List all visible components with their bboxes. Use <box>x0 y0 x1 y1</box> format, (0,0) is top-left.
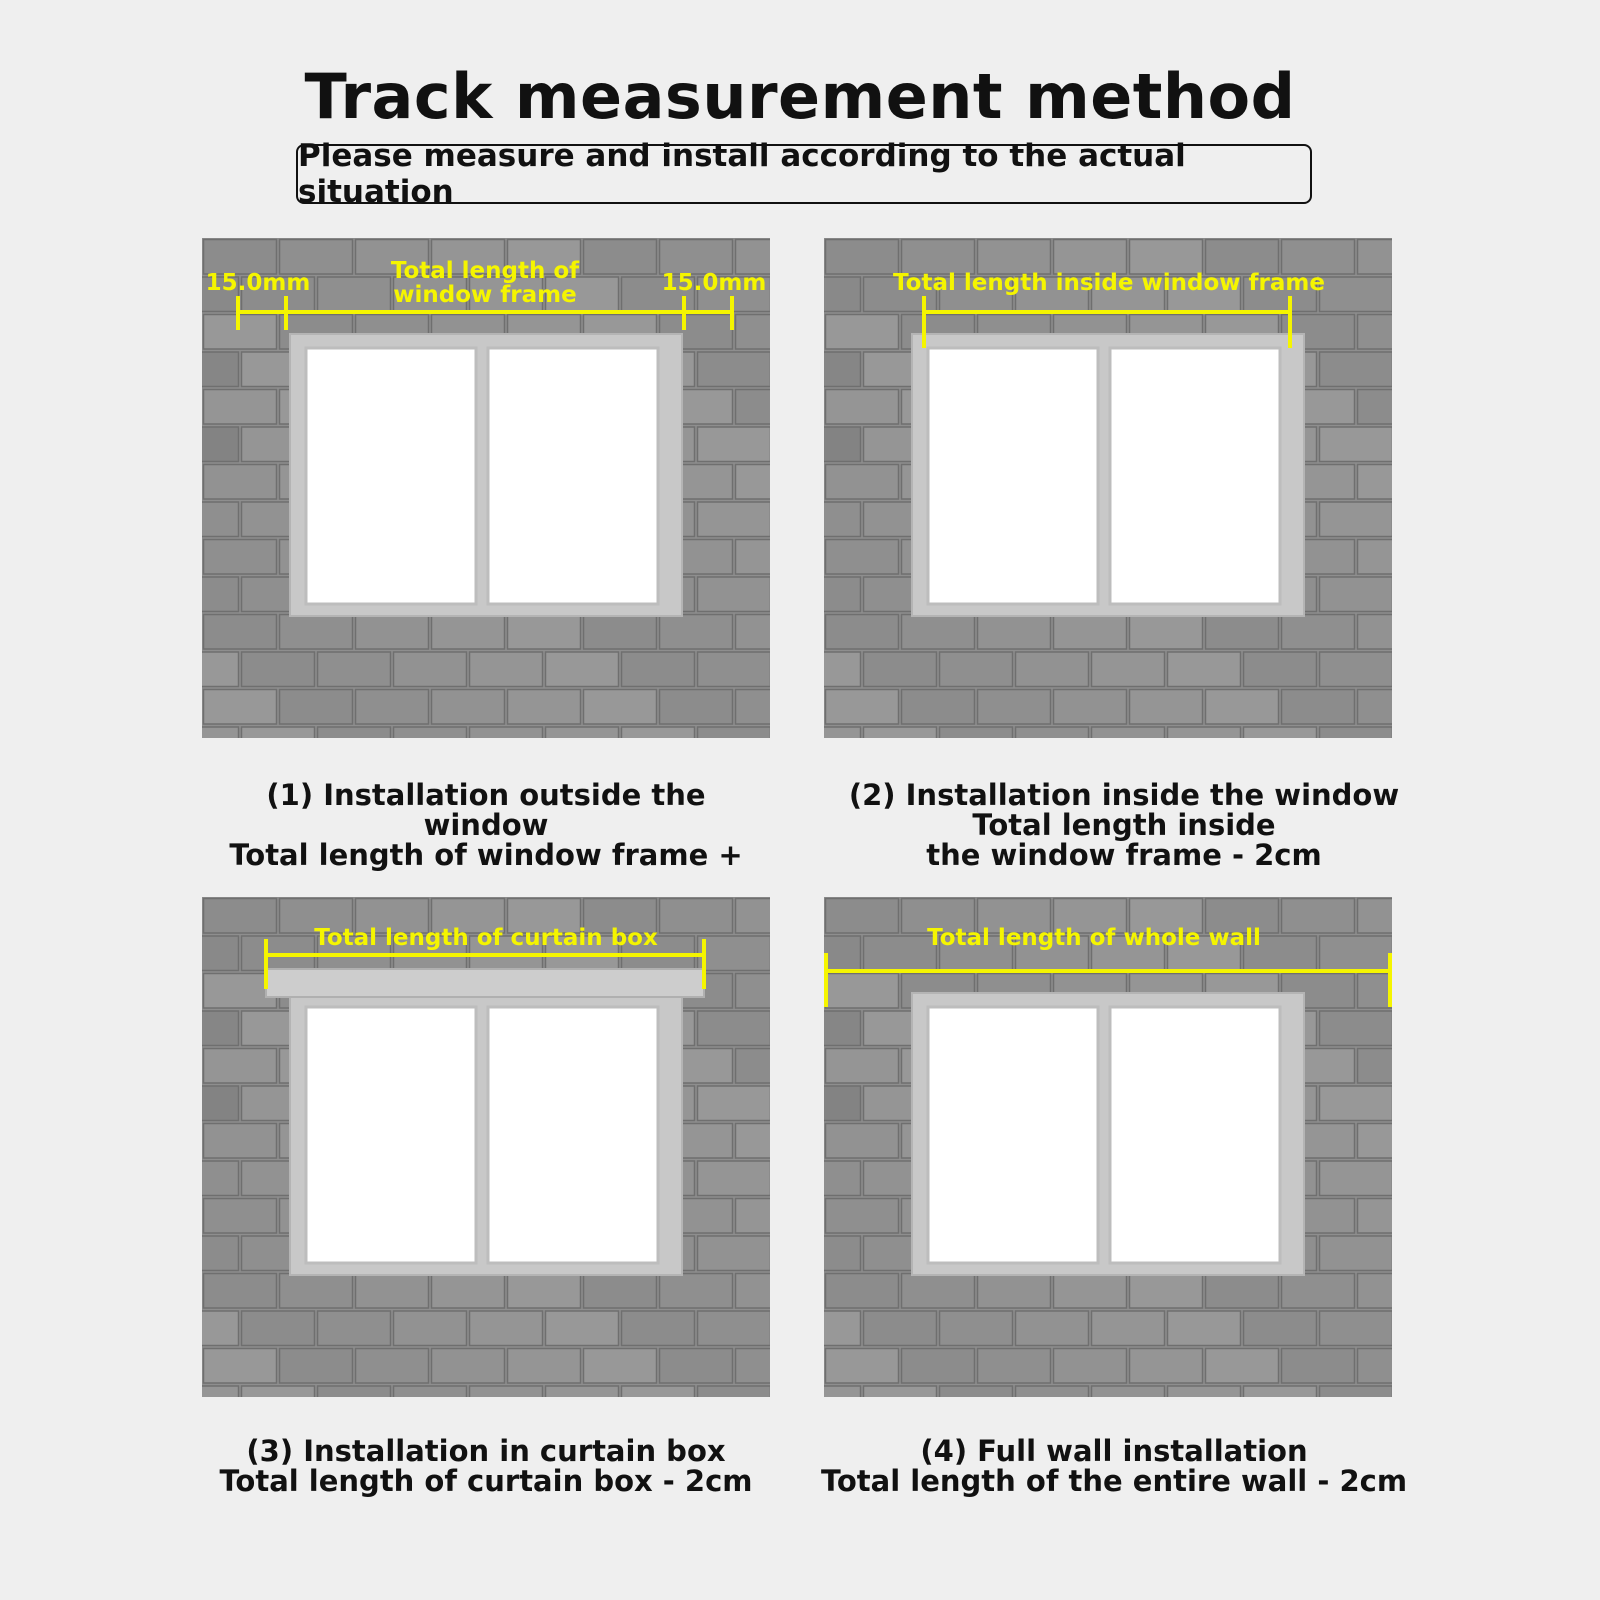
brick <box>394 1386 467 1397</box>
brick <box>826 1274 899 1309</box>
brick <box>826 465 899 500</box>
brick <box>204 1124 277 1159</box>
brick <box>202 427 239 462</box>
brick <box>280 690 353 725</box>
brick <box>318 1311 391 1346</box>
brick <box>698 936 771 971</box>
brick <box>508 615 581 650</box>
brick <box>736 540 771 575</box>
brick <box>1320 427 1393 462</box>
brick <box>736 390 771 425</box>
brick <box>940 652 1013 687</box>
brick <box>864 652 937 687</box>
caption-line: Total length of window frame + <box>229 838 743 872</box>
brick <box>394 727 467 738</box>
brick <box>824 352 861 387</box>
brick <box>508 690 581 725</box>
brick <box>826 974 899 1009</box>
brick <box>622 1311 695 1346</box>
brick <box>1358 1349 1393 1384</box>
wall-illustration <box>824 238 1392 738</box>
brick <box>1206 615 1279 650</box>
brick <box>432 1274 505 1309</box>
brick <box>1320 277 1393 312</box>
brick <box>1358 1124 1393 1159</box>
curtain-box <box>266 969 704 997</box>
window-pane-right <box>1110 348 1280 604</box>
brick <box>470 1386 543 1397</box>
brick <box>508 1274 581 1309</box>
brick <box>1016 1311 1089 1346</box>
brick <box>202 1086 239 1121</box>
brick <box>824 427 861 462</box>
brick <box>940 1386 1013 1397</box>
caption-line: (1) Installation outside the <box>266 778 706 812</box>
brick <box>204 1349 277 1384</box>
brick <box>824 652 861 687</box>
brick <box>1016 1386 1089 1397</box>
brick <box>280 615 353 650</box>
brick <box>1130 690 1203 725</box>
brick <box>202 1386 239 1397</box>
brick <box>826 615 899 650</box>
brick <box>1206 1274 1279 1309</box>
brick <box>736 974 771 1009</box>
brick <box>204 615 277 650</box>
brick <box>736 690 771 725</box>
brick <box>940 727 1013 738</box>
brick <box>202 652 239 687</box>
brick <box>736 315 771 350</box>
brick <box>1206 1349 1279 1384</box>
brick <box>394 652 467 687</box>
brick <box>584 690 657 725</box>
brick <box>978 1349 1051 1384</box>
brick <box>202 577 239 612</box>
brick <box>1206 690 1279 725</box>
brick <box>204 690 277 725</box>
brick <box>204 1049 277 1084</box>
brick <box>864 936 937 971</box>
brick <box>1206 240 1279 275</box>
measure-label-line1: Total length of <box>390 258 580 284</box>
caption-inside-window <box>824 780 1424 870</box>
brick <box>204 465 277 500</box>
brick <box>660 1274 733 1309</box>
window <box>290 334 682 616</box>
brick <box>824 1086 861 1121</box>
brick <box>824 1386 861 1397</box>
brick <box>1244 1386 1317 1397</box>
brick <box>826 690 899 725</box>
caption-curtain-box <box>202 1436 770 1496</box>
brick <box>698 727 771 738</box>
brick <box>978 690 1051 725</box>
brick <box>356 615 429 650</box>
brick <box>1358 615 1393 650</box>
brick <box>1168 1311 1241 1346</box>
brick <box>698 1236 771 1271</box>
brick <box>1320 502 1393 537</box>
subtitle-box <box>296 138 1312 210</box>
brick <box>826 1124 899 1159</box>
brick <box>1092 727 1165 738</box>
brick <box>318 727 391 738</box>
caption-line: (3) Installation in curtain box <box>246 1434 726 1468</box>
left-offset-label: 15.0mm <box>205 270 311 296</box>
brick <box>824 1236 861 1271</box>
brick <box>902 240 975 275</box>
brick <box>1320 1161 1393 1196</box>
brick <box>824 1161 861 1196</box>
brick <box>660 1349 733 1384</box>
brick <box>736 240 771 275</box>
brick <box>1168 727 1241 738</box>
measure-label: Total length inside window frame <box>893 270 1325 296</box>
brick <box>824 577 861 612</box>
measure-label: Total length of whole wall <box>927 925 1261 951</box>
brick <box>1130 615 1203 650</box>
brick <box>318 277 391 312</box>
brick <box>1358 240 1393 275</box>
brick <box>1358 974 1393 1009</box>
caption-outside-window <box>202 780 770 870</box>
brick <box>1320 352 1393 387</box>
brick <box>1054 615 1127 650</box>
brick <box>432 1349 505 1384</box>
brick <box>204 540 277 575</box>
brick <box>1358 1049 1393 1084</box>
brick <box>736 899 771 934</box>
measure-label-line2: window frame <box>393 282 577 308</box>
window <box>912 993 1304 1275</box>
brick <box>698 1161 771 1196</box>
brick <box>204 390 277 425</box>
brick <box>902 615 975 650</box>
brick <box>1168 652 1241 687</box>
wall-illustration <box>202 238 770 738</box>
brick <box>1016 652 1089 687</box>
panel-outside-window <box>202 238 770 738</box>
brick <box>1244 727 1317 738</box>
window-pane-right <box>488 348 658 604</box>
brick <box>736 465 771 500</box>
brick <box>318 1386 391 1397</box>
brick <box>736 1199 771 1234</box>
brick <box>1092 1386 1165 1397</box>
brick <box>584 240 657 275</box>
brick <box>1358 315 1393 350</box>
subtitle-text: Please measure and install according to the actual situation <box>298 138 1186 210</box>
panel-curtain-box <box>202 897 770 1397</box>
brick <box>356 1349 429 1384</box>
brick <box>508 1349 581 1384</box>
brick <box>826 390 899 425</box>
brick <box>1168 1386 1241 1397</box>
caption-line: the window frame - 2cm <box>926 838 1322 872</box>
brick <box>242 652 315 687</box>
brick <box>826 1049 899 1084</box>
brick <box>432 615 505 650</box>
brick <box>280 1274 353 1309</box>
brick <box>1358 1199 1393 1234</box>
brick <box>202 352 239 387</box>
brick <box>1054 1274 1127 1309</box>
brick <box>622 652 695 687</box>
brick <box>204 1274 277 1309</box>
brick <box>584 1349 657 1384</box>
window <box>912 334 1304 616</box>
brick <box>1358 1274 1393 1309</box>
window <box>290 993 682 1275</box>
brick <box>1320 936 1393 971</box>
caption-line: window <box>423 808 549 842</box>
brick <box>1358 540 1393 575</box>
panel-inside-window <box>824 238 1392 738</box>
window-pane-left <box>306 348 476 604</box>
brick <box>202 1161 239 1196</box>
brick <box>202 1011 239 1046</box>
brick <box>470 1311 543 1346</box>
brick <box>202 1311 239 1346</box>
brick <box>356 1274 429 1309</box>
brick <box>280 1349 353 1384</box>
brick <box>546 1311 619 1346</box>
brick <box>242 1386 315 1397</box>
brick <box>1320 727 1393 738</box>
brick <box>546 727 619 738</box>
brick <box>1358 690 1393 725</box>
brick <box>584 1274 657 1309</box>
brick <box>1282 615 1355 650</box>
brick <box>736 615 771 650</box>
brick <box>1130 240 1203 275</box>
brick <box>1282 899 1355 934</box>
measure-label: Total length of curtain box <box>314 925 658 951</box>
brick <box>660 615 733 650</box>
brick <box>432 690 505 725</box>
brick <box>864 727 937 738</box>
window-pane-left <box>306 1007 476 1263</box>
brick <box>394 1311 467 1346</box>
brick <box>1054 240 1127 275</box>
brick <box>824 727 861 738</box>
brick <box>1282 1349 1355 1384</box>
caption-line: (2) Installation inside the window <box>848 778 1400 812</box>
brick <box>202 727 239 738</box>
brick <box>204 899 277 934</box>
brick <box>978 240 1051 275</box>
brick <box>1358 465 1393 500</box>
brick <box>698 1011 771 1046</box>
brick <box>1320 1311 1393 1346</box>
right-offset-label: 15.0mm <box>661 270 767 296</box>
brick <box>826 899 899 934</box>
brick <box>736 1349 771 1384</box>
brick <box>470 652 543 687</box>
brick <box>1130 1274 1203 1309</box>
caption-full-wall <box>814 1436 1414 1496</box>
caption-line: Total length of curtain box - 2cm <box>219 1464 753 1498</box>
brick <box>1320 1386 1393 1397</box>
caption-line: (4) Full wall installation <box>920 1434 1308 1468</box>
brick <box>824 1011 861 1046</box>
brick <box>1358 899 1393 934</box>
brick <box>698 1086 771 1121</box>
wall-illustration <box>824 897 1392 1397</box>
brick <box>660 240 733 275</box>
brick <box>660 899 733 934</box>
brick <box>318 652 391 687</box>
brick <box>202 1236 239 1271</box>
window-pane-left <box>928 348 1098 604</box>
brick <box>242 727 315 738</box>
brick <box>864 1311 937 1346</box>
panel-full-wall <box>824 897 1392 1397</box>
brick <box>1054 690 1127 725</box>
brick <box>1092 652 1165 687</box>
brick <box>902 1274 975 1309</box>
brick <box>546 1386 619 1397</box>
brick <box>1244 1311 1317 1346</box>
page-title: Track measurement method <box>304 60 1296 133</box>
brick <box>826 315 899 350</box>
brick <box>824 277 861 312</box>
brick <box>1282 1274 1355 1309</box>
brick <box>584 615 657 650</box>
brick <box>698 1311 771 1346</box>
brick <box>1320 652 1393 687</box>
brick <box>1320 1236 1393 1271</box>
window-pane-right <box>1110 1007 1280 1263</box>
brick <box>826 240 899 275</box>
brick <box>1092 1311 1165 1346</box>
brick <box>470 727 543 738</box>
brick <box>824 1311 861 1346</box>
brick <box>698 352 771 387</box>
brick <box>1244 652 1317 687</box>
brick <box>622 1386 695 1397</box>
brick <box>826 540 899 575</box>
brick <box>1282 240 1355 275</box>
brick <box>1282 690 1355 725</box>
brick <box>1320 577 1393 612</box>
brick <box>1016 727 1089 738</box>
brick <box>978 615 1051 650</box>
brick <box>202 502 239 537</box>
brick <box>698 577 771 612</box>
brick <box>1130 1349 1203 1384</box>
brick <box>1054 1349 1127 1384</box>
brick <box>202 936 239 971</box>
brick <box>698 652 771 687</box>
brick <box>940 1311 1013 1346</box>
brick <box>826 1199 899 1234</box>
brick <box>204 1199 277 1234</box>
brick <box>736 1274 771 1309</box>
brick <box>622 727 695 738</box>
brick <box>660 690 733 725</box>
brick <box>242 1311 315 1346</box>
brick <box>824 936 861 971</box>
brick <box>902 690 975 725</box>
brick <box>204 240 277 275</box>
brick <box>978 1274 1051 1309</box>
window-pane-right <box>488 1007 658 1263</box>
brick <box>356 690 429 725</box>
brick <box>698 1386 771 1397</box>
wall-illustration <box>202 897 770 1397</box>
brick <box>1358 390 1393 425</box>
brick <box>736 1124 771 1159</box>
caption-line: Total length inside <box>972 808 1276 842</box>
brick <box>280 240 353 275</box>
brick <box>824 502 861 537</box>
brick <box>902 1349 975 1384</box>
brick <box>546 652 619 687</box>
brick <box>1320 1086 1393 1121</box>
caption-line: Total length of the entire wall - 2cm <box>820 1464 1408 1498</box>
brick <box>826 1349 899 1384</box>
brick <box>698 502 771 537</box>
brick <box>698 427 771 462</box>
brick <box>1320 1011 1393 1046</box>
brick <box>736 1049 771 1084</box>
brick <box>864 1386 937 1397</box>
window-pane-left <box>928 1007 1098 1263</box>
